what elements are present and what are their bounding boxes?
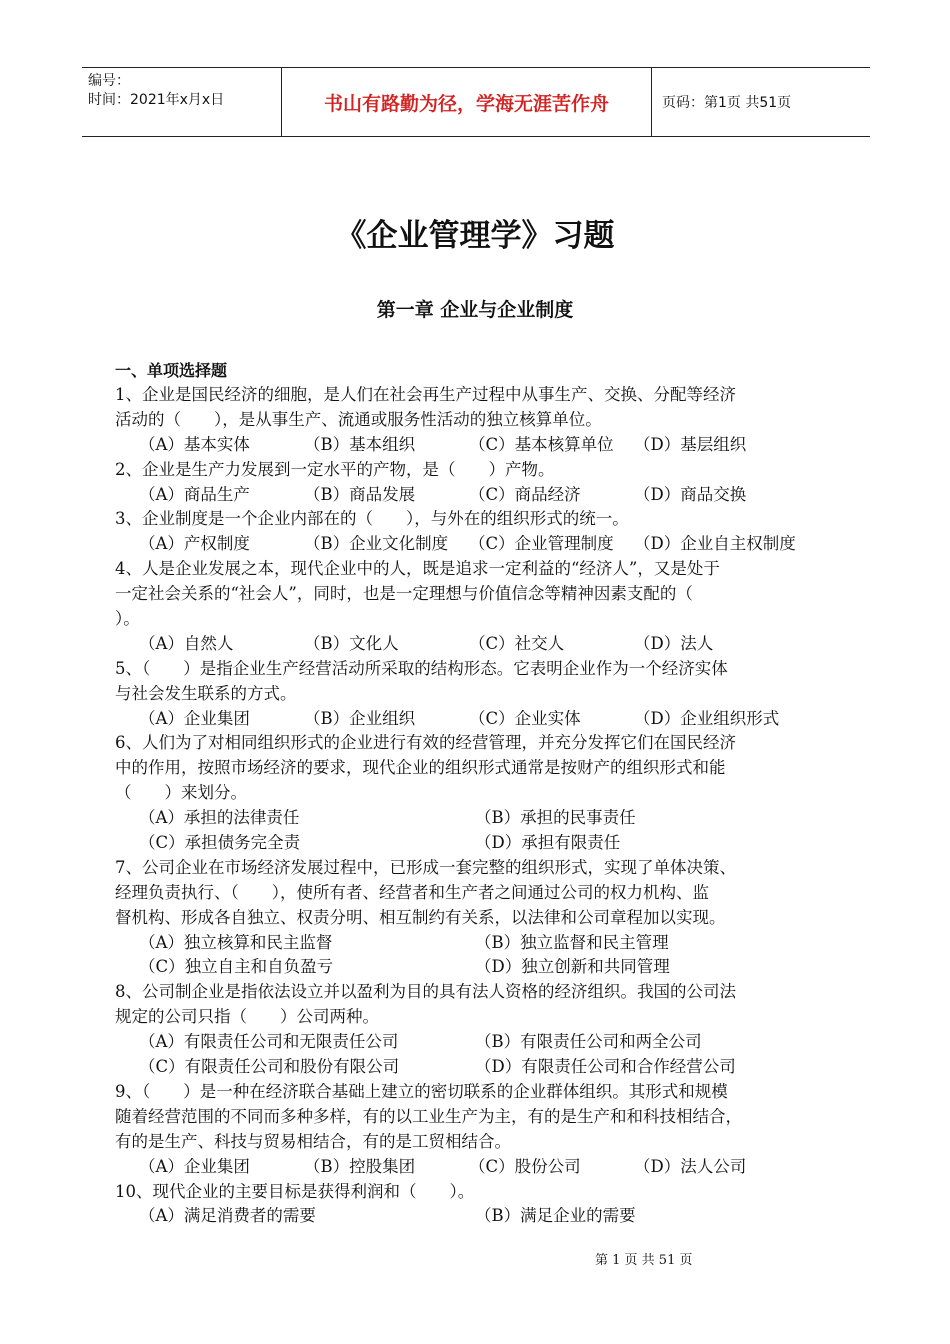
question-text: 10、现代企业的主要目标是获得利润和（ ）。 bbox=[115, 1181, 475, 1201]
question-text: 有的是生产、科技与贸易相结合，有的是工贸相结合。 bbox=[115, 1131, 511, 1151]
option-d: （D）基层组织 bbox=[634, 434, 747, 454]
option-b: （B）企业组织 bbox=[304, 708, 416, 728]
chapter-heading: 第一章 企业与企业制度 bbox=[376, 299, 574, 321]
header-page-info: 页码：第1页 共51页 bbox=[662, 95, 792, 111]
option-b: （B）满足企业的需要 bbox=[475, 1206, 636, 1226]
question-text: 与社会发生联系的方式。 bbox=[115, 683, 297, 703]
document-title: 《企业管理学》习题 bbox=[335, 218, 615, 254]
question-text: 督机构、形成各自独立、权责分明、相互制约有关系，以法律和公司章程加以实现。 bbox=[115, 907, 726, 927]
answer-options bbox=[115, 1204, 840, 1229]
question-text: 6、人们为了对相同组织形式的企业进行有效的经营管理，并充分发挥它们在国民经济 bbox=[115, 733, 736, 753]
answer-options bbox=[115, 931, 840, 956]
answer-options bbox=[115, 806, 840, 831]
answer-options bbox=[115, 707, 840, 732]
question-text: 1、企业是国民经济的细胞，是人们在社会再生产过程中从事生产、交换、分配等经济 bbox=[115, 385, 736, 404]
option-d: （D）企业组织形式 bbox=[634, 708, 780, 728]
option-d: （D）承担有限责任 bbox=[475, 833, 621, 853]
answer-options bbox=[115, 483, 840, 508]
option-b: （B）文化人 bbox=[304, 633, 399, 653]
answer-options bbox=[115, 433, 840, 458]
answer-options bbox=[115, 831, 840, 856]
option-c: （C）基本核算单位 bbox=[469, 434, 614, 454]
option-a: （A）承担的法律责任 bbox=[139, 808, 300, 828]
option-a: （A）商品生产 bbox=[139, 484, 250, 504]
option-a: （A）企业集团 bbox=[139, 1156, 250, 1176]
option-a: （A）产权制度 bbox=[139, 534, 250, 554]
option-d: （D）有限责任公司和合作经营公司 bbox=[475, 1057, 736, 1077]
option-b: （B）独立监督和民主管理 bbox=[475, 932, 669, 952]
question-text: 规定的公司只指（ ）公司两种。 bbox=[115, 1007, 379, 1027]
page-header bbox=[82, 67, 870, 137]
answer-options bbox=[115, 955, 840, 980]
option-d: （D）商品交换 bbox=[634, 484, 747, 504]
question-text: 4、人是企业发展之本，现代企业中的人，既是追求一定利益的“经济人”，又是处于 bbox=[115, 559, 720, 579]
question-text: 3、企业制度是一个企业内部在的（ ），与外在的组织形式的统一。 bbox=[115, 509, 629, 529]
header-motto: 书山有路勤为径，学海无涯苦作舟 bbox=[282, 68, 652, 136]
option-b: （B）有限责任公司和两全公司 bbox=[475, 1032, 702, 1052]
question-text: ）。 bbox=[115, 609, 140, 629]
number-label: 编号： bbox=[88, 73, 130, 89]
question-text: 中的作用，按照市场经济的要求，现代企业的组织形式通常是按财产的组织形式和能 bbox=[115, 758, 726, 778]
question-text: （ ）来划分。 bbox=[115, 783, 247, 803]
option-c: （C）企业实体 bbox=[469, 708, 581, 728]
question-text: 随着经营范围的不同而多种多样，有的以工业生产为主，有的是生产和和科技相结合， bbox=[115, 1106, 742, 1126]
option-c: （C）企业管理制度 bbox=[469, 534, 614, 554]
option-a: （A）独立核算和民主监督 bbox=[139, 932, 333, 952]
option-a: （A）自然人 bbox=[139, 633, 234, 653]
answer-options bbox=[115, 1055, 840, 1080]
option-a: （A）有限责任公司和无限责任公司 bbox=[139, 1032, 399, 1052]
option-d: （D）企业自主权制度 bbox=[634, 534, 796, 554]
question-text: 5、（ ）是指企业生产经营活动所采取的结构形态。它表明企业作为一个经济实体 bbox=[115, 658, 728, 678]
answer-options bbox=[115, 532, 840, 557]
page-footer: 第 1 页 共 51 页 bbox=[595, 1253, 693, 1268]
option-b: （B）承担的民事责任 bbox=[475, 808, 636, 828]
option-c: （C）股份公司 bbox=[469, 1156, 581, 1176]
question-text: 8、公司制企业是指依法设立并以盈利为目的具有法人资格的经济组织。我国的公司法 bbox=[115, 982, 736, 1002]
question-text: 活动的（ ），是从事生产、流通或服务性活动的独立核算单位。 bbox=[115, 409, 602, 429]
option-c: （C）独立自主和自负盈亏 bbox=[139, 957, 334, 977]
answer-options bbox=[115, 632, 840, 657]
option-c: （C）商品经济 bbox=[469, 484, 581, 504]
option-b: （B）企业文化制度 bbox=[304, 534, 449, 554]
option-b: （B）商品发展 bbox=[304, 484, 416, 504]
answer-options bbox=[115, 1030, 840, 1055]
question-text: 2、企业是生产力发展到一定水平的产物，是（ ）产物。 bbox=[115, 459, 555, 479]
option-a: （A）基本实体 bbox=[139, 434, 250, 454]
question-text: 7、公司企业在市场经济发展过程中，已形成一套完整的组织形式，实现了单体决策、 bbox=[115, 857, 736, 877]
answer-options bbox=[115, 1155, 840, 1180]
header-meta bbox=[82, 68, 282, 136]
option-c: （C）社交人 bbox=[469, 633, 565, 653]
option-d: （D）独立创新和共同管理 bbox=[475, 957, 670, 977]
option-a: （A）企业集团 bbox=[139, 708, 250, 728]
option-b: （B）控股集团 bbox=[304, 1156, 416, 1176]
time-label: 时间：2021年x月x日 bbox=[88, 92, 225, 108]
question-text: 一定社会关系的“社会人”，同时，也是一定理想与价值信念等精神因素支配的（ bbox=[115, 584, 693, 604]
question-list bbox=[115, 383, 840, 1229]
option-d: （D）法人 bbox=[634, 633, 714, 653]
option-a: （A）满足消费者的需要 bbox=[139, 1206, 316, 1226]
option-c: （C）承担债务完全责 bbox=[139, 833, 301, 853]
option-b: （B）基本组织 bbox=[304, 434, 416, 454]
question-text: 9、（ ）是一种在经济联合基础上建立的密切联系的企业群体组织。其形式和规模 bbox=[115, 1081, 728, 1101]
option-d: （D）法人公司 bbox=[634, 1156, 747, 1176]
question-text: 经理负责执行、（ ），使所有者、经营者和生产者之间通过公司的权力机构、监 bbox=[115, 882, 709, 902]
option-c: （C）有限责任公司和股份有限公司 bbox=[139, 1057, 400, 1077]
section-heading: 一、单项选择题 bbox=[115, 361, 228, 380]
